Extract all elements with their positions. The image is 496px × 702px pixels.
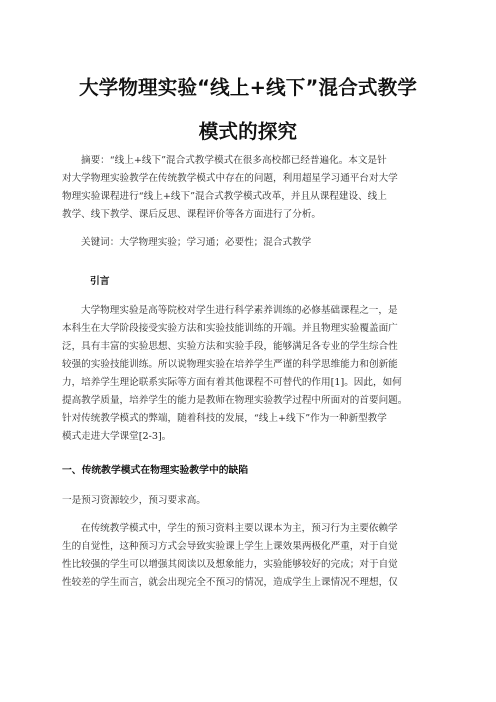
section-1-line-1: 在传统教学模式中，学生的预习资料主要以课本为主，预习行为主要依赖学 (81, 523, 398, 534)
abstract-line-2: 对大学物理实验教学在传统教学模式中存在的问题，利用超星学习通平台对大学 (62, 173, 398, 184)
section-1-line-3: 性比较强的学生可以增强其阅读以及想象能力，实验能够较好的完成；对于自觉 (62, 559, 398, 570)
keywords-line: 关键词：大学物理实验；学习通；必要性；混合式教学 (81, 237, 312, 248)
abstract-line-3: 物理实验课程进行“线上+线下”混合式教学模式改革，并且从课程建设、线上 (62, 191, 387, 202)
intro-line-3: 泛，具有丰富的实验思想、实验方法和实验手段，能够满足各专业的学生综合性 (62, 341, 398, 352)
intro-line-4: 较强的实验技能训练。所以说物理实验在培养学生严谨的科学思维能力和创新能 (62, 359, 398, 370)
intro-heading: 引言 (90, 276, 110, 287)
abstract-line-1: 摘要：“线上+线下”混合式教学模式在很多高校都已经普遍化。本文是针 (81, 155, 387, 166)
intro-line-1: 大学物理实验是高等院校对学生进行科学素养训练的必修基础课程之一，是 (81, 305, 398, 316)
section-1-line-2: 生的自觉性，这种预习方式会导致实验课上学生上课效果两极化严重，对于自觉 (62, 541, 398, 552)
intro-line-6: 提高教学质量，培养学生的能力是教师在物理实验教学过程中所面对的首要问题。 (62, 395, 408, 406)
intro-line-2: 本科生在大学阶段接受实验方法和实验技能训练的开端。并且物理实验覆盖面广 (62, 323, 398, 334)
section-1-heading: 一、传统教学模式在物理实验教学中的缺陷 (62, 465, 249, 476)
intro-line-5: 力，培养学生理论联系实际等方面有着其他课程不可替代的作用[1]。因此，如何 (62, 377, 402, 388)
document-title-line-2: 模式的探究 (198, 120, 298, 143)
document-title-line-1: 大学物理实验“线上+线下”混合式教学 (78, 76, 418, 99)
intro-line-7: 针对传统教学模式的弊端，随着科技的发展，“线上+线下”作为一种新型教学 (62, 413, 387, 424)
abstract-line-4: 教学、线下教学、课后反思、课程评价等各方面进行了分析。 (62, 209, 322, 220)
section-1-line-4: 性较差的学生而言，就会出现完全不预习的情况，造成学生上课情况不理想，仅 (62, 577, 398, 588)
intro-line-8: 模式走进大学课堂[2-3]。 (62, 431, 172, 442)
section-1-subheading: 一是预习资源较少，预习要求高。 (62, 495, 206, 506)
